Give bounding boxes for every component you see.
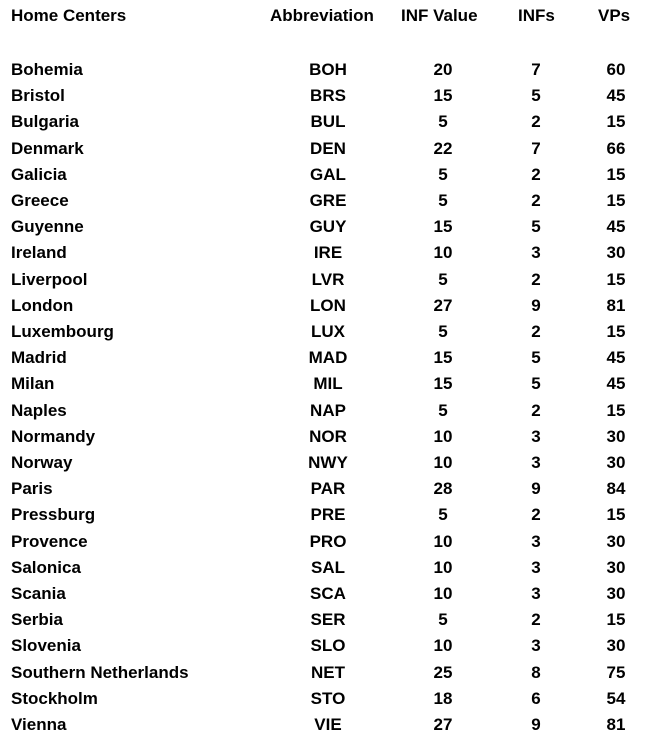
infs-cell: 9 — [531, 295, 541, 315]
table-row — [0, 240, 649, 266]
header-abbreviation: Abbreviation — [270, 6, 374, 25]
home-center-name: Norway — [11, 453, 73, 472]
inf-value-cell: 5 — [438, 164, 448, 184]
inf-value-cell: 5 — [438, 322, 448, 341]
vps-cell: 15 — [606, 191, 626, 210]
table-row — [0, 424, 649, 450]
home-center-name: Denmark — [11, 138, 84, 158]
inf-value-cell: 20 — [433, 60, 453, 79]
table-row — [0, 633, 649, 659]
inf-value-cell: 15 — [433, 86, 453, 106]
inf-value-cell: 15 — [433, 374, 453, 394]
vps-cell: 81 — [606, 715, 626, 734]
infs-cell: 7 — [531, 138, 541, 158]
table-row — [0, 398, 649, 424]
abbreviation-cell: SAL — [311, 557, 345, 577]
table-row — [0, 57, 649, 83]
vps-cell: 45 — [606, 86, 626, 106]
infs-cell: 2 — [531, 610, 541, 630]
home-center-name: Bristol — [11, 86, 65, 106]
abbreviation-cell: MAD — [308, 348, 348, 368]
infs-cell: 3 — [531, 426, 541, 446]
inf-value-cell: 28 — [433, 479, 453, 499]
inf-value-cell: 15 — [433, 217, 453, 237]
table-row — [0, 214, 649, 240]
infs-cell: 3 — [531, 636, 541, 656]
abbreviation-cell: GRE — [309, 191, 347, 210]
vps-cell: 45 — [606, 217, 626, 237]
vps-cell: 66 — [606, 138, 626, 158]
infs-cell: 9 — [531, 479, 541, 499]
header-infs: INFs — [518, 6, 555, 25]
infs-cell: 2 — [531, 112, 541, 132]
infs-cell: 2 — [531, 164, 541, 184]
infs-cell: 5 — [531, 217, 541, 237]
vps-cell: 15 — [606, 322, 626, 341]
inf-value-cell: 5 — [438, 269, 448, 289]
home-center-name: Provence — [11, 531, 88, 551]
abbreviation-cell: PRE — [310, 505, 346, 525]
abbreviation-cell: BOH — [309, 60, 347, 79]
abbreviation-cell: SLO — [310, 636, 346, 656]
infs-cell: 9 — [531, 715, 541, 734]
header-vps: VPs — [598, 6, 631, 25]
abbreviation-cell: NAP — [310, 400, 346, 420]
abbreviation-cell: LON — [310, 295, 346, 315]
infs-cell: 2 — [531, 322, 541, 341]
abbreviation-cell: NOR — [309, 426, 347, 446]
vps-cell: 15 — [606, 164, 626, 184]
home-center-name: Southern Netherlands — [11, 662, 189, 682]
home-center-name: Ireland — [11, 243, 67, 263]
abbreviation-cell: GUY — [309, 217, 347, 237]
vps-cell: 60 — [606, 60, 626, 79]
table-row — [0, 607, 649, 633]
vps-cell: 30 — [606, 426, 626, 446]
home-center-name: London — [11, 295, 74, 315]
abbreviation-cell: NET — [311, 662, 345, 682]
vps-cell: 30 — [606, 636, 626, 656]
vps-cell: 15 — [606, 269, 626, 289]
table-row — [0, 136, 649, 162]
table-row — [0, 529, 649, 555]
abbreviation-cell: SCA — [310, 584, 346, 603]
vps-cell: 30 — [606, 531, 626, 551]
home-center-name: Guyenne — [11, 217, 84, 237]
vps-cell: 30 — [606, 584, 626, 603]
vps-cell: 15 — [606, 112, 626, 132]
home-center-name: Serbia — [11, 610, 63, 630]
home-center-name: Bulgaria — [11, 112, 80, 132]
table-row — [0, 555, 649, 581]
header-inf-value: INF Value — [401, 6, 478, 25]
table-row — [0, 476, 649, 502]
infs-cell: 3 — [531, 531, 541, 551]
inf-value-cell: 10 — [433, 453, 453, 472]
table-row — [0, 293, 649, 319]
abbreviation-cell: PRO — [309, 531, 347, 551]
inf-value-cell: 10 — [433, 557, 453, 577]
home-center-name: Greece — [11, 191, 69, 210]
infs-cell: 5 — [531, 348, 541, 368]
home-center-name: Paris — [11, 479, 53, 499]
home-center-name: Milan — [11, 374, 55, 394]
infs-cell: 3 — [531, 243, 541, 263]
home-center-name: Luxembourg — [11, 322, 114, 341]
table-row — [0, 188, 649, 214]
infs-cell: 5 — [531, 86, 541, 106]
inf-value-cell: 5 — [438, 400, 448, 420]
inf-value-cell: 5 — [438, 610, 448, 630]
infs-cell: 3 — [531, 584, 541, 603]
home-center-name: Stockholm — [11, 688, 98, 708]
table-row — [0, 712, 649, 738]
abbreviation-cell: VIE — [314, 715, 342, 734]
home-center-name: Galicia — [11, 164, 67, 184]
infs-cell: 7 — [531, 60, 541, 79]
inf-value-cell: 5 — [438, 505, 448, 525]
table-row — [0, 83, 649, 109]
vps-cell: 15 — [606, 400, 626, 420]
infs-cell: 2 — [531, 400, 541, 420]
inf-value-cell: 10 — [433, 426, 453, 446]
table-row — [0, 581, 649, 607]
home-center-name: Salonica — [11, 557, 81, 577]
abbreviation-cell: SER — [310, 610, 346, 630]
vps-cell: 15 — [606, 505, 626, 525]
infs-cell: 6 — [531, 688, 541, 708]
home-center-name: Scania — [11, 584, 66, 603]
table-row — [0, 502, 649, 528]
home-center-name: Liverpool — [11, 269, 88, 289]
inf-value-cell: 10 — [433, 584, 453, 603]
home-center-name: Madrid — [11, 348, 67, 368]
inf-value-cell: 27 — [433, 715, 453, 734]
vps-cell: 30 — [606, 243, 626, 263]
inf-value-cell: 10 — [433, 531, 453, 551]
inf-value-cell: 18 — [433, 688, 453, 708]
vps-cell: 84 — [606, 479, 626, 499]
vps-cell: 45 — [606, 374, 626, 394]
vps-cell: 81 — [606, 295, 626, 315]
abbreviation-cell: BUL — [310, 112, 346, 132]
home-center-name: Naples — [11, 400, 67, 420]
inf-value-cell: 10 — [433, 243, 453, 263]
inf-value-cell: 10 — [433, 636, 453, 656]
infs-cell: 8 — [531, 662, 541, 682]
abbreviation-cell: LVR — [311, 269, 345, 289]
infs-cell: 2 — [531, 191, 541, 210]
inf-value-cell: 27 — [433, 295, 453, 315]
inf-value-cell: 22 — [433, 138, 453, 158]
table-row — [0, 660, 649, 686]
table-row — [0, 162, 649, 188]
table-row — [0, 371, 649, 397]
inf-value-cell: 5 — [438, 112, 448, 132]
infs-cell: 3 — [531, 557, 541, 577]
vps-cell: 54 — [606, 688, 626, 708]
table-row — [0, 109, 649, 135]
abbreviation-cell: STO — [310, 688, 346, 708]
vps-cell: 30 — [606, 557, 626, 577]
table-row — [0, 267, 649, 293]
home-center-name: Normandy — [11, 426, 96, 446]
abbreviation-cell: DEN — [310, 138, 346, 158]
inf-value-cell: 15 — [433, 348, 453, 368]
table-row — [0, 450, 649, 476]
table-header-row — [0, 3, 649, 29]
abbreviation-cell: NWY — [308, 453, 348, 472]
home-center-name: Slovenia — [11, 636, 81, 656]
vps-cell: 45 — [606, 348, 626, 368]
inf-value-cell: 25 — [433, 662, 453, 682]
infs-cell: 2 — [531, 269, 541, 289]
inf-value-cell: 5 — [438, 191, 448, 210]
infs-cell: 2 — [531, 505, 541, 525]
home-center-name: Vienna — [11, 715, 67, 734]
abbreviation-cell: IRE — [313, 243, 343, 263]
home-center-name: Pressburg — [11, 505, 96, 525]
abbreviation-cell: BRS — [310, 86, 346, 106]
table-row — [0, 319, 649, 345]
abbreviation-cell: GAL — [310, 164, 346, 184]
table-row — [0, 686, 649, 712]
table-row — [0, 345, 649, 371]
abbreviation-cell: MIL — [313, 374, 343, 394]
abbreviation-cell: PAR — [310, 479, 346, 499]
infs-cell: 3 — [531, 453, 541, 472]
header-home-centers: Home Centers — [11, 6, 127, 25]
infs-cell: 5 — [531, 374, 541, 394]
home-center-name: Bohemia — [11, 60, 83, 79]
vps-cell: 15 — [606, 610, 626, 630]
vps-cell: 30 — [606, 453, 626, 472]
vps-cell: 75 — [606, 662, 626, 682]
abbreviation-cell: LUX — [311, 322, 345, 341]
